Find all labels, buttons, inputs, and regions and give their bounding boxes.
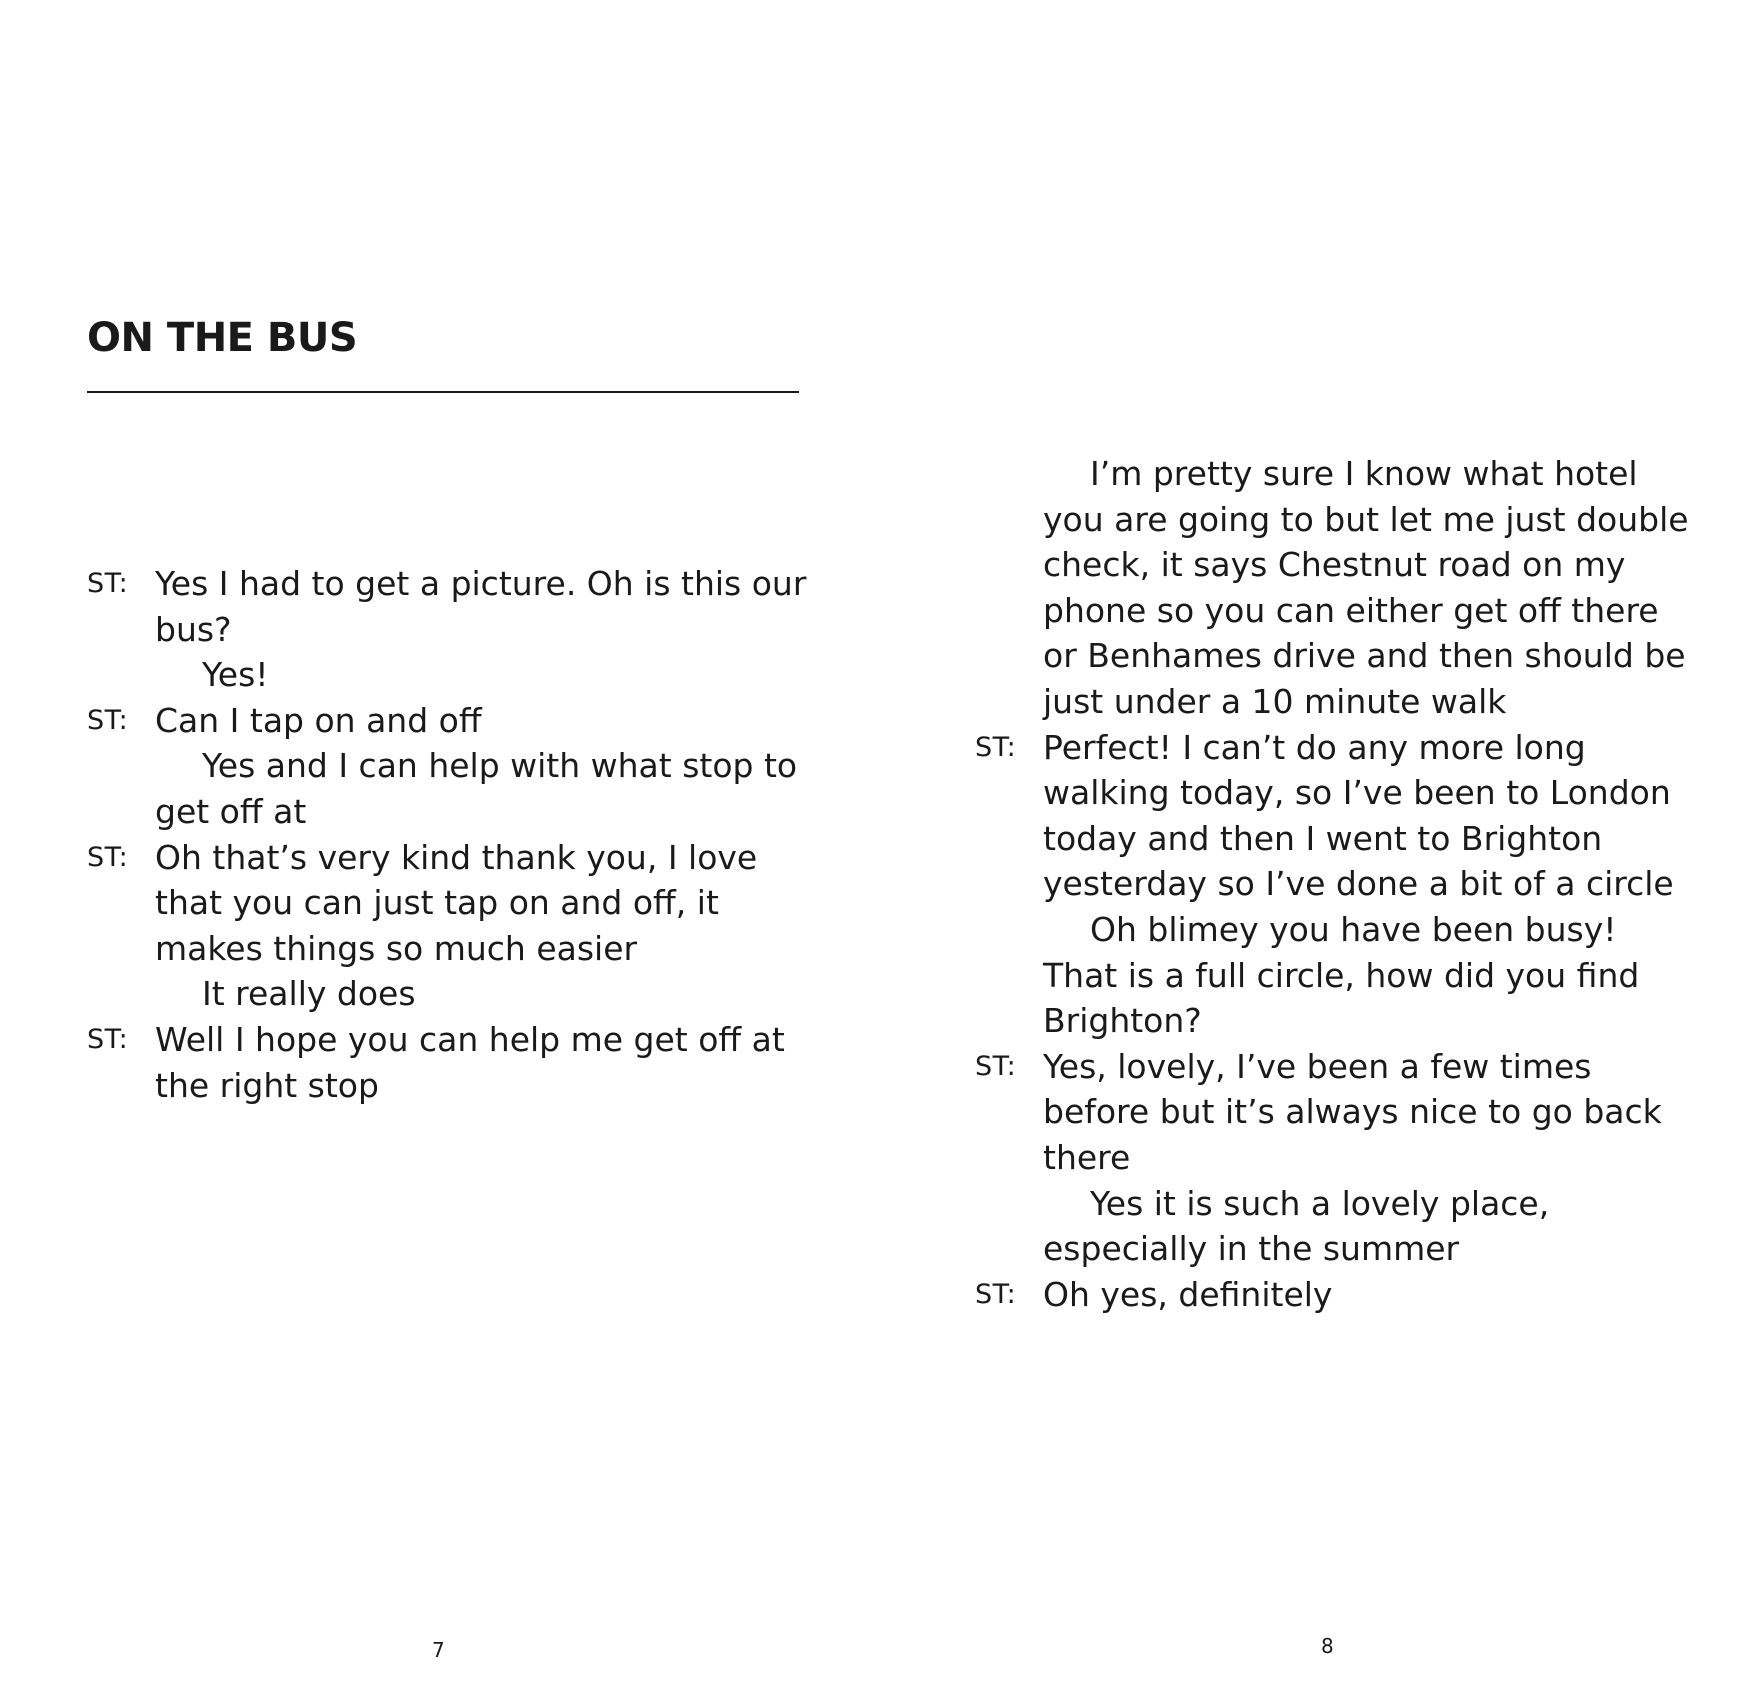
dialogue-line-reply: [975, 907, 1695, 1044]
speaker-label: ST:: [87, 1023, 129, 1055]
dialogue-text: Perfect! I can’t do any more long walking today, so I’ve been to London today and then I went to Brighton yesterday so I’ve done a bit of a circle: [1043, 727, 1674, 904]
title-divider: [87, 391, 799, 393]
left-dialogue: [87, 561, 807, 1108]
dialogue-line-st: [975, 1044, 1695, 1181]
dialogue-text: Yes I had to get a picture. Oh is this our bus?: [155, 564, 807, 649]
dialogue-line-st: [975, 725, 1695, 907]
speaker-label: ST:: [87, 704, 129, 736]
speaker-label: ST:: [87, 841, 129, 873]
dialogue-line-reply: [87, 971, 807, 1017]
dialogue-text: Yes it is such a lovely place, especially in the summer: [1043, 1183, 1550, 1269]
dialogue-text: Yes, lovely, I’ve been a few times before but it’s always nice to go back there: [1043, 1046, 1662, 1177]
dialogue-line-st: [87, 698, 807, 744]
dialogue-line-st: [975, 1272, 1695, 1318]
dialogue-text: Can I tap on and off: [155, 700, 482, 740]
dialogue-text: Well I hope you can help me get off at the right stop: [155, 1019, 785, 1105]
dialogue-line-reply: [975, 1181, 1695, 1272]
dialogue-line-reply: [975, 451, 1695, 725]
speaker-label: ST:: [975, 731, 1017, 763]
dialogue-line-st: [87, 561, 807, 652]
dialogue-text: Yes!: [202, 655, 269, 695]
chapter-title: ON THE BUS: [87, 315, 358, 361]
speaker-label: ST:: [87, 568, 129, 599]
dialogue-text: Oh yes, definitely: [1043, 1274, 1333, 1314]
dialogue-line-reply: [87, 652, 807, 698]
dialogue-text: Yes and I can help with what stop to get off at: [155, 746, 798, 831]
dialogue-line-st: [87, 835, 807, 972]
speaker-label: ST:: [975, 1050, 1017, 1082]
dialogue-text: I’m pretty sure I know what hotel you are going to but let me just double check, it says Chestnut road on my phone so you can either get off there or Benhames drive and then should be just under a 10 minute walk: [1043, 454, 1689, 721]
speaker-label: ST:: [975, 1278, 1017, 1310]
page-number: 7: [432, 1638, 445, 1662]
dialogue-text: Oh blimey you have been busy! That is a full circle, how did you find Brighton?: [1043, 909, 1640, 1041]
right-page: [882, 0, 1764, 1694]
page-number: 8: [1321, 1634, 1334, 1658]
dialogue-line-st: [87, 1017, 807, 1108]
dialogue-line-reply: [87, 743, 807, 834]
dialogue-text: Oh that’s very kind thank you, I love that you can just tap on and off, it makes things so much easier: [155, 837, 758, 968]
dialogue-text: It really does: [202, 974, 416, 1014]
right-dialogue: [975, 451, 1695, 1317]
